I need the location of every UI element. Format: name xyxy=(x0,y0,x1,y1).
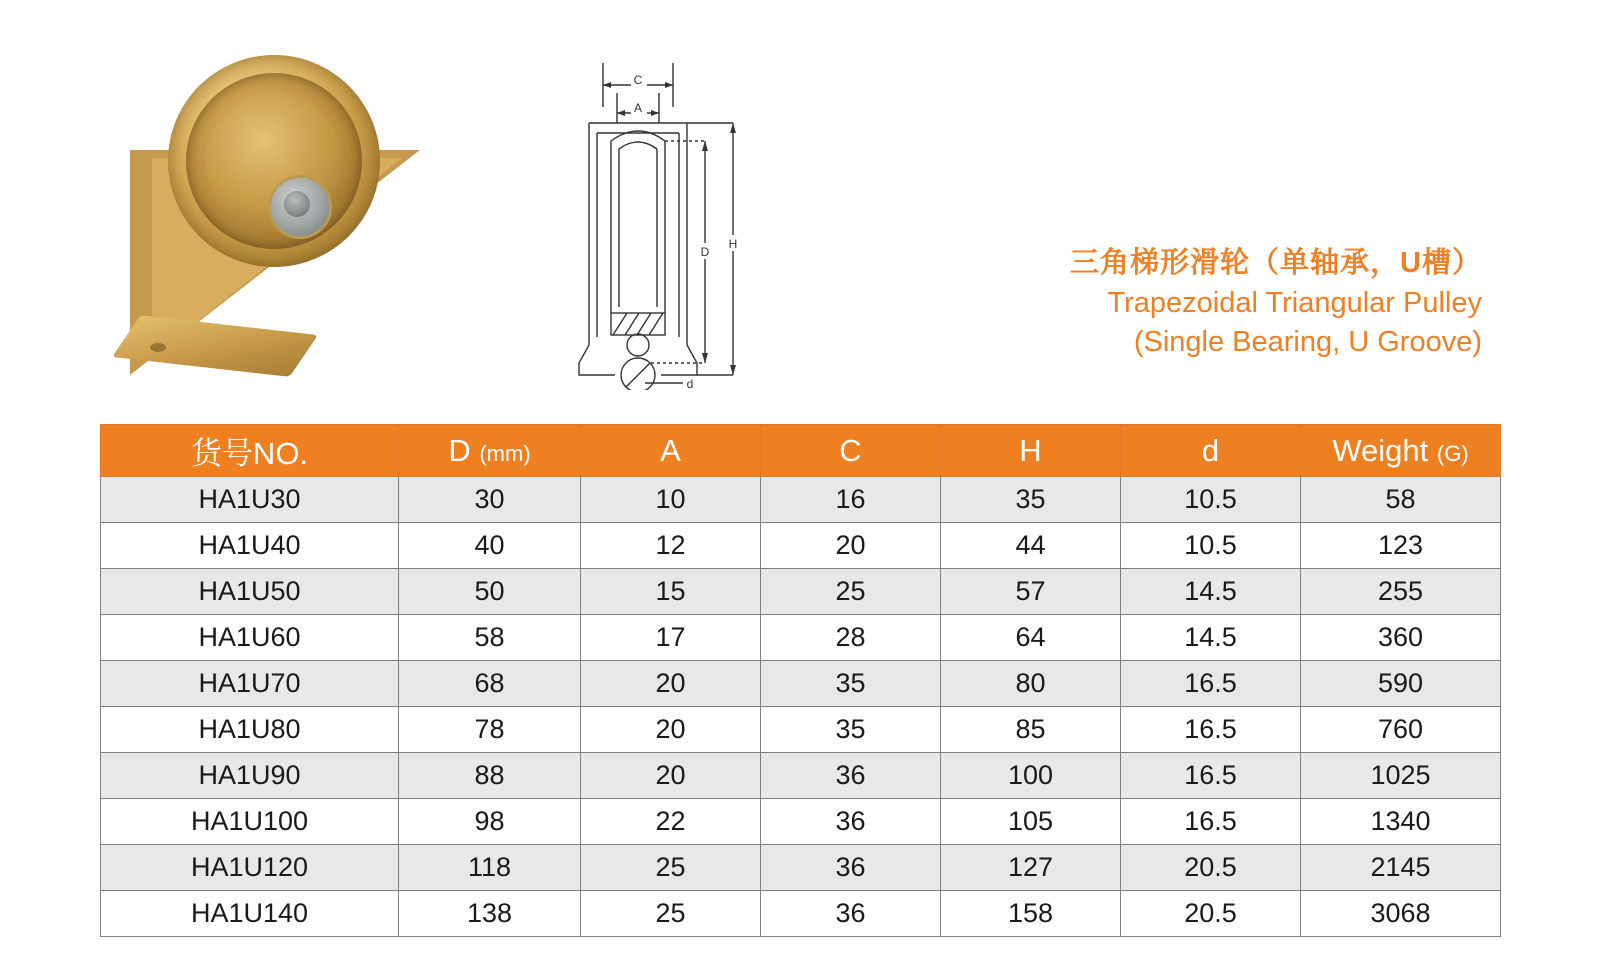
cell-h: 64 xyxy=(941,615,1121,661)
cell-c: 36 xyxy=(761,753,941,799)
cell-c: 25 xyxy=(761,569,941,615)
cell-weight: 3068 xyxy=(1301,891,1501,937)
page-title-english-line1: Trapezoidal Triangular Pulley xyxy=(1107,287,1482,320)
cell-c: 28 xyxy=(761,615,941,661)
cell-d-small: 16.5 xyxy=(1121,753,1301,799)
cell-c: 35 xyxy=(761,661,941,707)
cell-no: HA1U30 xyxy=(101,477,399,523)
cell-no: HA1U100 xyxy=(101,799,399,845)
cell-d-small: 20.5 xyxy=(1121,845,1301,891)
cell-d-small: 14.5 xyxy=(1121,615,1301,661)
cell-d: 30 xyxy=(399,477,581,523)
drawing-label-d-big: D xyxy=(700,245,710,259)
cell-a: 15 xyxy=(581,569,761,615)
cell-c: 36 xyxy=(761,891,941,937)
table-row xyxy=(101,477,1501,523)
cell-weight: 1025 xyxy=(1301,753,1501,799)
table-row xyxy=(101,523,1501,569)
cell-d: 58 xyxy=(399,615,581,661)
cell-h: 80 xyxy=(941,661,1121,707)
cell-d-small: 10.5 xyxy=(1121,477,1301,523)
column-header-d xyxy=(399,425,581,477)
table-row xyxy=(101,891,1501,937)
cell-c: 16 xyxy=(761,477,941,523)
column-header-d-label: D xyxy=(448,432,471,468)
bracket-mounting-hole xyxy=(150,343,166,352)
technical-drawing xyxy=(575,45,795,390)
column-header-no-label: 货号NO. xyxy=(190,436,309,471)
column-header-weight-label: Weight xyxy=(1332,432,1429,468)
cell-c: 36 xyxy=(761,799,941,845)
cell-weight: 1340 xyxy=(1301,799,1501,845)
specification-table xyxy=(100,424,1501,937)
table-row xyxy=(101,661,1501,707)
cell-c: 35 xyxy=(761,707,941,753)
bearing-center-pin xyxy=(284,191,310,217)
cell-d-small: 16.5 xyxy=(1121,707,1301,753)
column-header-d-small xyxy=(1121,425,1301,477)
column-header-a xyxy=(581,425,761,477)
cell-a: 25 xyxy=(581,845,761,891)
cell-d-small: 16.5 xyxy=(1121,661,1301,707)
cell-weight: 360 xyxy=(1301,615,1501,661)
table-header-row xyxy=(101,425,1501,477)
cell-weight: 590 xyxy=(1301,661,1501,707)
cell-d: 88 xyxy=(399,753,581,799)
cell-weight: 2145 xyxy=(1301,845,1501,891)
column-header-a-label: A xyxy=(660,432,681,468)
column-header-no xyxy=(101,425,399,477)
cell-no: HA1U70 xyxy=(101,661,399,707)
cell-a: 20 xyxy=(581,707,761,753)
cell-d-small: 14.5 xyxy=(1121,569,1301,615)
cell-h: 158 xyxy=(941,891,1121,937)
cell-d: 98 xyxy=(399,799,581,845)
table-row xyxy=(101,799,1501,845)
table-row xyxy=(101,845,1501,891)
cell-h: 44 xyxy=(941,523,1121,569)
cell-h: 35 xyxy=(941,477,1121,523)
column-header-d-small-label: d xyxy=(1201,432,1220,468)
drawing-label-a: A xyxy=(633,101,643,115)
drawing-label-c: C xyxy=(633,73,643,87)
cell-h: 100 xyxy=(941,753,1121,799)
cell-c: 20 xyxy=(761,523,941,569)
cell-h: 57 xyxy=(941,569,1121,615)
cell-d: 118 xyxy=(399,845,581,891)
title-block xyxy=(1070,245,1482,361)
column-header-weight xyxy=(1301,425,1501,477)
cell-d: 40 xyxy=(399,523,581,569)
table-row xyxy=(101,569,1501,615)
cell-d: 68 xyxy=(399,661,581,707)
table-row xyxy=(101,615,1501,661)
cell-no: HA1U140 xyxy=(101,891,399,937)
column-header-c xyxy=(761,425,941,477)
table-row xyxy=(101,707,1501,753)
page-title-chinese: 三角梯形滑轮（单轴承，U槽） xyxy=(1070,247,1482,279)
cell-a: 17 xyxy=(581,615,761,661)
cell-d-small: 20.5 xyxy=(1121,891,1301,937)
product-photo xyxy=(120,55,440,385)
cell-d: 50 xyxy=(399,569,581,615)
cell-d-small: 10.5 xyxy=(1121,523,1301,569)
cell-a: 12 xyxy=(581,523,761,569)
column-header-h xyxy=(941,425,1121,477)
cell-weight: 123 xyxy=(1301,523,1501,569)
drawing-label-h: H xyxy=(728,237,738,251)
cell-c: 36 xyxy=(761,845,941,891)
cell-weight: 760 xyxy=(1301,707,1501,753)
cell-d-small: 16.5 xyxy=(1121,799,1301,845)
cell-a: 20 xyxy=(581,753,761,799)
cell-a: 10 xyxy=(581,477,761,523)
cell-no: HA1U90 xyxy=(101,753,399,799)
cell-a: 25 xyxy=(581,891,761,937)
table-row xyxy=(101,753,1501,799)
cell-no: HA1U120 xyxy=(101,845,399,891)
drawing-label-d-small: d xyxy=(686,377,694,390)
cell-a: 22 xyxy=(581,799,761,845)
column-header-c-label: C xyxy=(839,432,862,468)
cell-h: 105 xyxy=(941,799,1121,845)
cell-d: 78 xyxy=(399,707,581,753)
column-header-d-unit: (mm) xyxy=(479,440,531,466)
cell-no: HA1U50 xyxy=(101,569,399,615)
cell-weight: 58 xyxy=(1301,477,1501,523)
cell-no: HA1U60 xyxy=(101,615,399,661)
cell-no: HA1U40 xyxy=(101,523,399,569)
cell-h: 127 xyxy=(941,845,1121,891)
technical-drawing-svg xyxy=(575,45,795,390)
cell-h: 85 xyxy=(941,707,1121,753)
cell-no: HA1U80 xyxy=(101,707,399,753)
cell-a: 20 xyxy=(581,661,761,707)
cell-weight: 255 xyxy=(1301,569,1501,615)
column-header-weight-unit: (G) xyxy=(1436,440,1469,466)
column-header-h-label: H xyxy=(1019,432,1042,468)
page-title-english-line2: (Single Bearing, U Groove) xyxy=(1133,326,1482,359)
cell-d: 138 xyxy=(399,891,581,937)
